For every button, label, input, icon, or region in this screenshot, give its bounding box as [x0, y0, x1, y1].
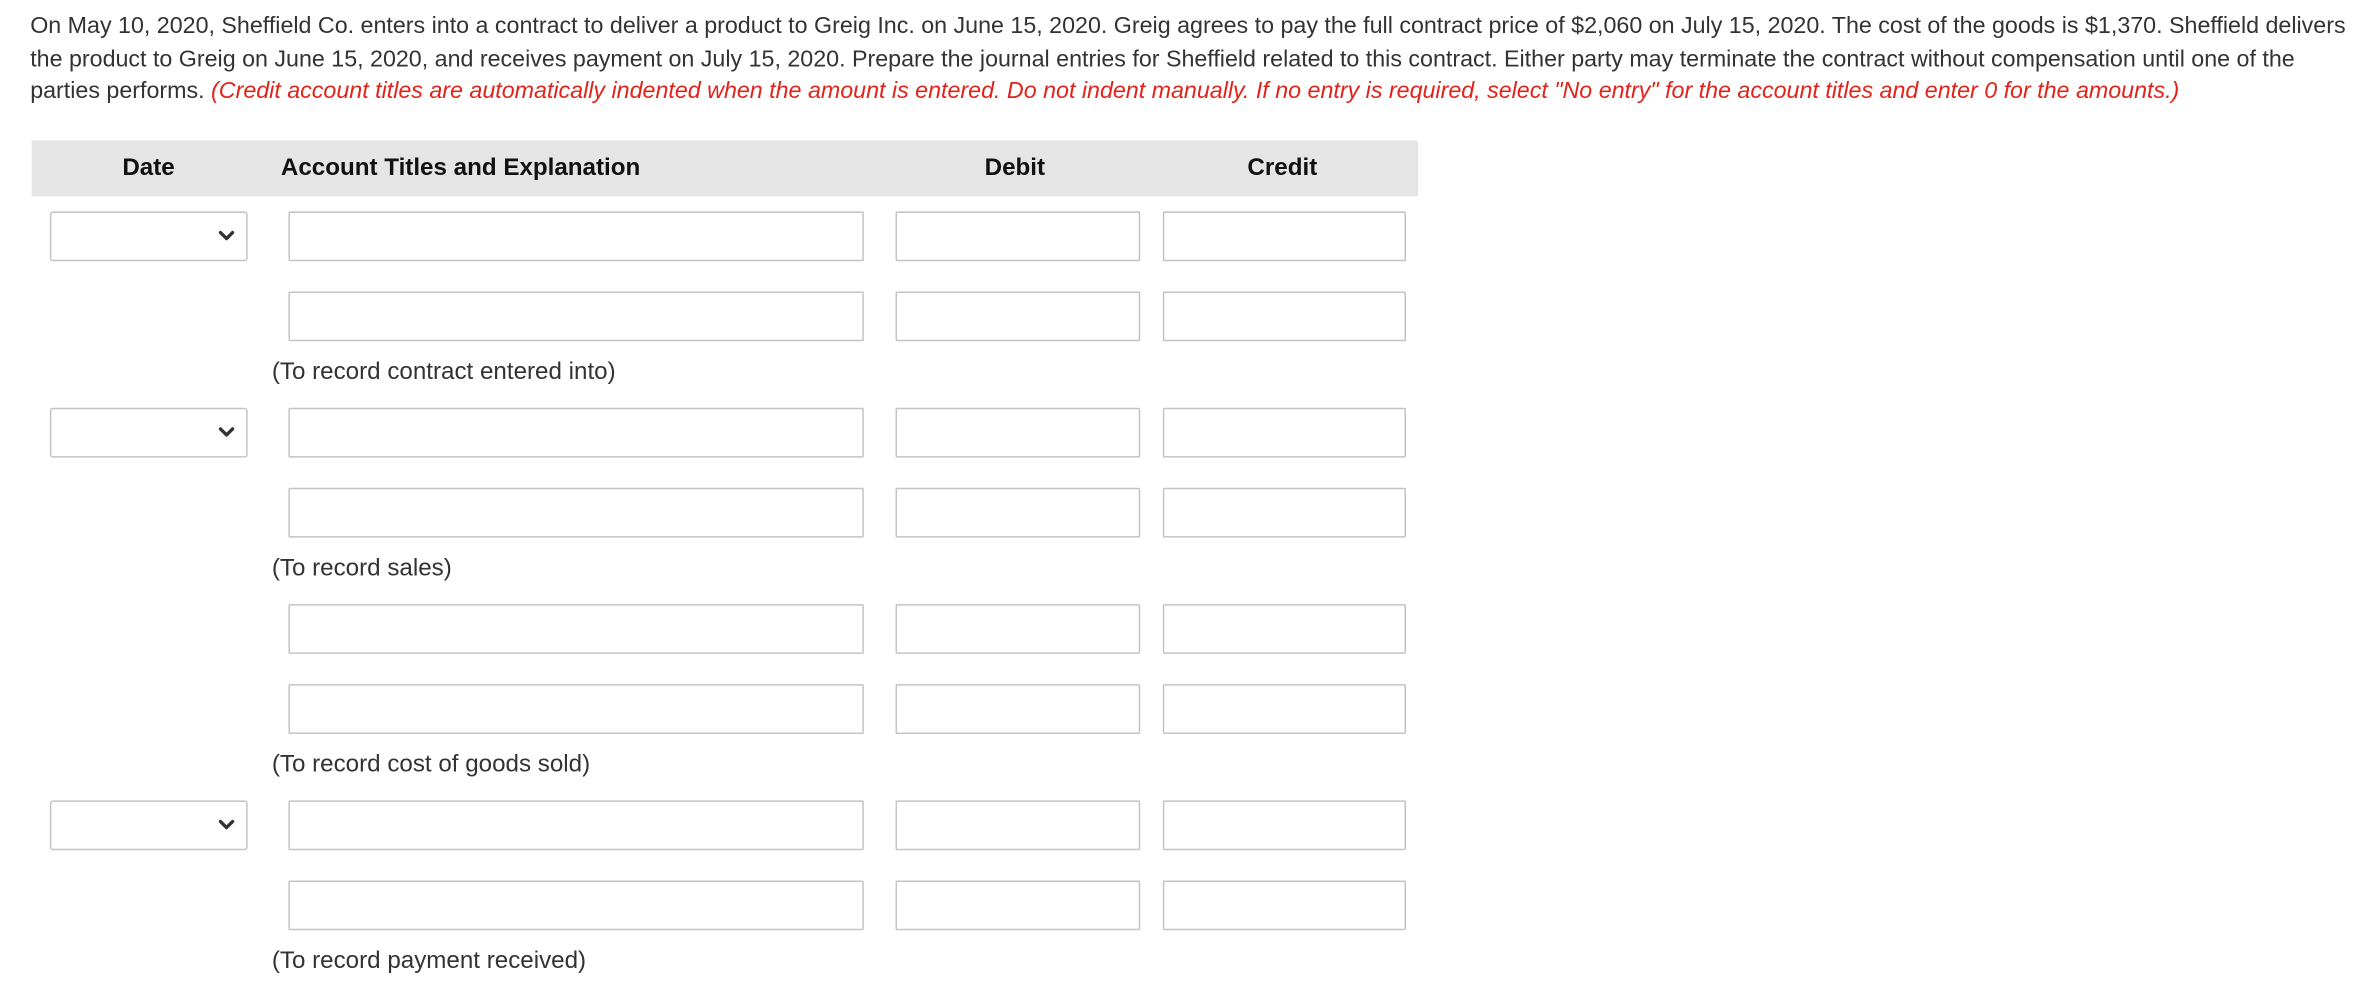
entry-3-memo: (To record cost of goods sold)	[271, 752, 591, 778]
debit-input-entry-2-line-2[interactable]	[896, 488, 1141, 538]
account-input-entry-4-line-2[interactable]	[288, 880, 863, 930]
problem-text: On May 10, 2020, Sheffield Co. enters into a contract to deliver a product to Greig Inc. on June 15, 2020. Greig agrees to pay the full contract price of $2,060 on July 15, 2020. The cost of the goods is $1,370. Sheffield delivers the product to Greig on June 15, 2020, and receives payment on July 15, 2020. Prepare the journal entries for Sheffield related to this contract. Either party may terminate the contract without compensation until one of the parties performs.	[30, 13, 2346, 105]
chevron-down-icon	[216, 814, 237, 835]
debit-input-entry-3-line-2[interactable]	[896, 684, 1141, 734]
credit-input-entry-4-line-2[interactable]	[1163, 880, 1406, 930]
account-input-entry-4-line-1[interactable]	[288, 800, 863, 850]
account-input-entry-1-line-1[interactable]	[288, 211, 863, 261]
debit-input-entry-1-line-1[interactable]	[896, 211, 1141, 261]
entry-1-memo: (To record contract entered into)	[271, 359, 616, 386]
account-input-entry-3-line-1[interactable]	[288, 604, 863, 654]
date-column-header: Date	[122, 155, 175, 182]
account-column-header: Account Titles and Explanation	[280, 155, 641, 182]
problem-instruction: (Credit account titles are automatically indented when the amount is entered. Do not indent manually. If no entry is required, select "No entry" for the account titles and enter 0 for the amounts.)	[211, 78, 2180, 105]
debit-column-header: Debit	[984, 155, 1046, 182]
debit-input-entry-4-line-1[interactable]	[896, 800, 1141, 850]
debit-input-entry-2-line-1[interactable]	[896, 408, 1141, 458]
entry-2-memo: (To record sales)	[271, 555, 452, 582]
date-select-entry-1[interactable]	[50, 211, 248, 261]
credit-column-header: Credit	[1247, 155, 1318, 182]
credit-input-entry-3-line-2[interactable]	[1163, 684, 1406, 734]
account-input-entry-2-line-1[interactable]	[288, 408, 863, 458]
chevron-down-icon	[216, 421, 237, 442]
credit-input-entry-2-line-2[interactable]	[1163, 488, 1406, 538]
table-header	[32, 140, 1418, 196]
account-input-entry-1-line-2[interactable]	[288, 291, 863, 341]
entry-4-memo: (To record payment received)	[271, 948, 587, 975]
debit-input-entry-4-line-2[interactable]	[896, 880, 1141, 930]
credit-input-entry-1-line-2[interactable]	[1163, 291, 1406, 341]
account-input-entry-3-line-2[interactable]	[288, 684, 863, 734]
credit-input-entry-1-line-1[interactable]	[1163, 211, 1406, 261]
problem-statement	[30, 11, 2356, 108]
date-select-entry-4[interactable]	[50, 800, 248, 850]
debit-input-entry-1-line-2[interactable]	[896, 291, 1141, 341]
chevron-down-icon	[216, 225, 237, 246]
account-input-entry-2-line-2[interactable]	[288, 488, 863, 538]
date-select-entry-2[interactable]	[50, 408, 248, 458]
credit-input-entry-4-line-1[interactable]	[1163, 800, 1406, 850]
credit-input-entry-3-line-1[interactable]	[1163, 604, 1406, 654]
debit-input-entry-3-line-1[interactable]	[896, 604, 1141, 654]
credit-input-entry-2-line-1[interactable]	[1163, 408, 1406, 458]
